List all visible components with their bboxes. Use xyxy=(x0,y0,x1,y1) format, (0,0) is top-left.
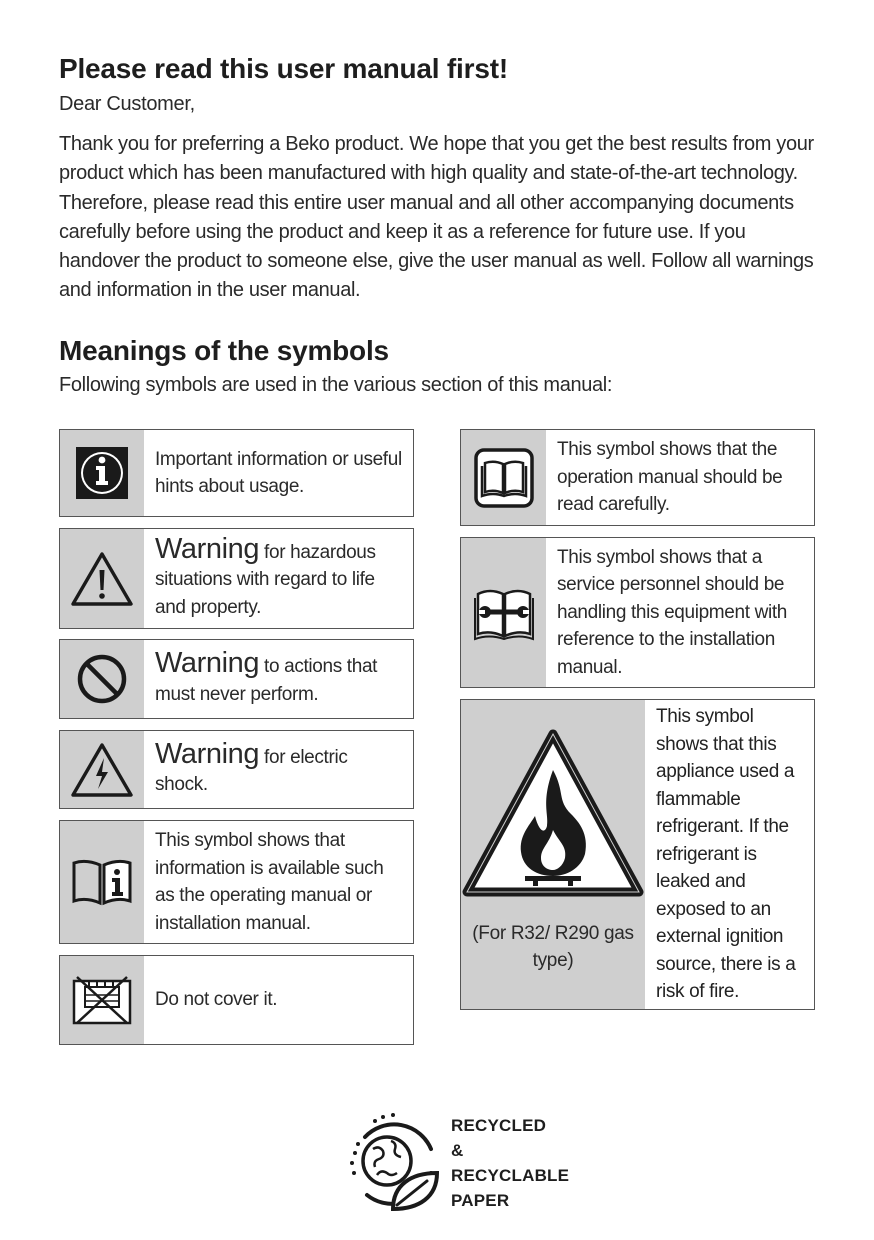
symbol-row-flammable xyxy=(460,699,815,1010)
warning-label: Warning xyxy=(155,647,260,679)
symbols-heading: Meanings of the symbols xyxy=(59,335,389,366)
symbol-text: for electric shock. xyxy=(155,746,348,795)
read-manual-icon xyxy=(473,447,535,509)
recycled-globe-leaf-icon xyxy=(347,1111,441,1215)
intro-paragraph: Thank you for preferring a Beko product. We hope that you get the best results from your product which has been manufactured with high quality and state-of-the-art technology. Therefore, please read this entire user manual and all other accompanying documents carefully before using the product and keep it as a reference for future use. If you handover the product to someone else, give the user manual as well. Follow all warnings and information in the user manual. xyxy=(59,133,814,302)
symbol-row-manual-info xyxy=(59,820,414,944)
symbol-text: to actions that must never perform. xyxy=(155,656,378,705)
recycled-paper-badge xyxy=(347,1110,570,1216)
symbol-row-do-not-cover xyxy=(59,955,414,1045)
warning-label: Warning xyxy=(155,737,260,770)
manual-info-icon xyxy=(70,855,134,909)
symbol-text: This symbol shows that this appliance used a flammable refrigerant. If the refrigerant is leaked and exposed to an external ignition source, there is a risk of fire. xyxy=(656,706,796,1003)
symbol-text: This symbol shows that a service personnel should be handling this equipment with reference to the installation manual. xyxy=(557,546,787,678)
greeting: Dear Customer, xyxy=(59,93,195,115)
symbol-row-info xyxy=(59,429,414,517)
do-not-cover-icon xyxy=(71,973,133,1027)
recycled-paper-label: RECYCLED & RECYCLABLE PAPER xyxy=(451,1116,570,1210)
symbol-text: This symbol shows that the operation manual should be read carefully. xyxy=(557,439,783,516)
symbols-subtitle: Following symbols are used in the various section of this manual: xyxy=(59,374,613,396)
flammable-icon xyxy=(461,726,645,906)
symbol-row-warning-prohibited xyxy=(59,639,414,719)
symbol-text: for hazardous situations with regard to life and property. xyxy=(155,541,376,618)
symbol-text: Important information or useful hints about usage. xyxy=(155,448,402,497)
prohibited-icon xyxy=(75,652,129,706)
symbol-row-service-manual xyxy=(460,537,815,688)
warning-triangle-icon xyxy=(70,550,134,608)
flammable-caption: (For R32/ R290 gas type) xyxy=(472,923,634,971)
service-manual-icon xyxy=(472,582,536,644)
symbol-row-electric-shock xyxy=(59,730,414,809)
warning-label: Warning xyxy=(155,532,260,565)
info-icon xyxy=(74,445,130,501)
symbol-row-read-manual xyxy=(460,429,815,526)
symbol-text: Do not cover it. xyxy=(155,989,278,1011)
electric-shock-icon xyxy=(70,741,134,799)
symbol-row-warning-hazard xyxy=(59,528,414,629)
symbol-text: This symbol shows that information is available such as the operating manual or installation manual. xyxy=(155,830,384,934)
page-title: Please read this user manual first! xyxy=(59,53,508,84)
